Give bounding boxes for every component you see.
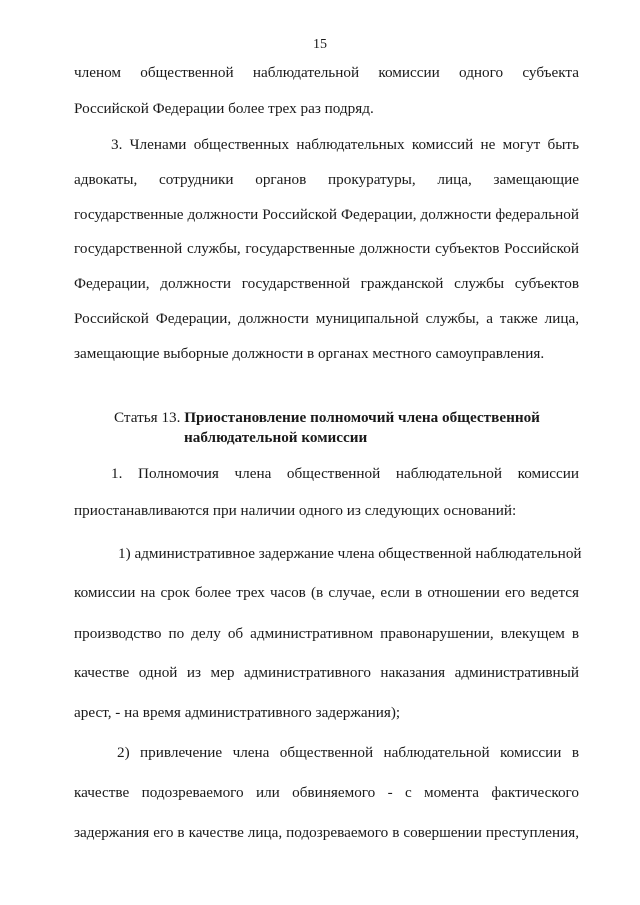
text-line: арест, - на время административного задержания); — [74, 704, 401, 721]
item-1-start: 1) административное задержание члена общественной наблюдательной — [118, 545, 582, 562]
article-heading-continued — [184, 428, 367, 448]
text-line: приостанавливаются при наличии одного из следующих оснований: — [74, 502, 517, 519]
paragraph-3-start: 3. Членами общественных наблюдательных комиссий не могут быть — [111, 136, 579, 153]
text-line: Российской Федерации, должности муниципальной службы, а также лица, — [74, 310, 579, 327]
text-line: замещающие выборные должности в органах местного самоуправления. — [74, 345, 545, 362]
text-line: комиссии на срок более трех часов (в случае, если в отношении его ведется — [74, 584, 579, 601]
text-line: государственные должности Российской Федерации, должности федеральной — [74, 206, 579, 223]
text-line: Российской Федерации более трех раз подряд. — [74, 100, 374, 117]
article-heading — [114, 408, 540, 428]
text-line: членом общественной наблюдательной комиссии одного субъекта — [74, 64, 579, 81]
text-line: государственной службы, государственные должности субъектов Российской — [74, 240, 579, 257]
article-label: Статья 13. — [114, 409, 181, 426]
text-line: задержания его в качестве лица, подозреваемого в совершении преступления, — [74, 824, 579, 841]
article-title-line1: Приостановление полномочий члена общественной — [184, 409, 540, 426]
text-line: качестве подозреваемого или обвиняемого - с момента фактического — [74, 784, 579, 801]
page-number: 15 — [313, 37, 327, 52]
text-line: качестве одной из мер административного наказания административный — [74, 664, 579, 681]
article-title-line2: наблюдательной комиссии — [184, 429, 368, 446]
text-line: Федерации, должности государственной гражданской службы субъектов — [74, 275, 579, 292]
item-2-start: 2) привлечение члена общественной наблюдательной комиссии в — [117, 744, 579, 761]
paragraph-1-start: 1. Полномочия члена общественной наблюдательной комиссии — [111, 465, 579, 482]
text-line: адвокаты, сотрудники органов прокуратуры, лица, замещающие — [74, 171, 579, 188]
text-line: производство по делу об административном правонарушении, влекущем в — [74, 625, 579, 642]
